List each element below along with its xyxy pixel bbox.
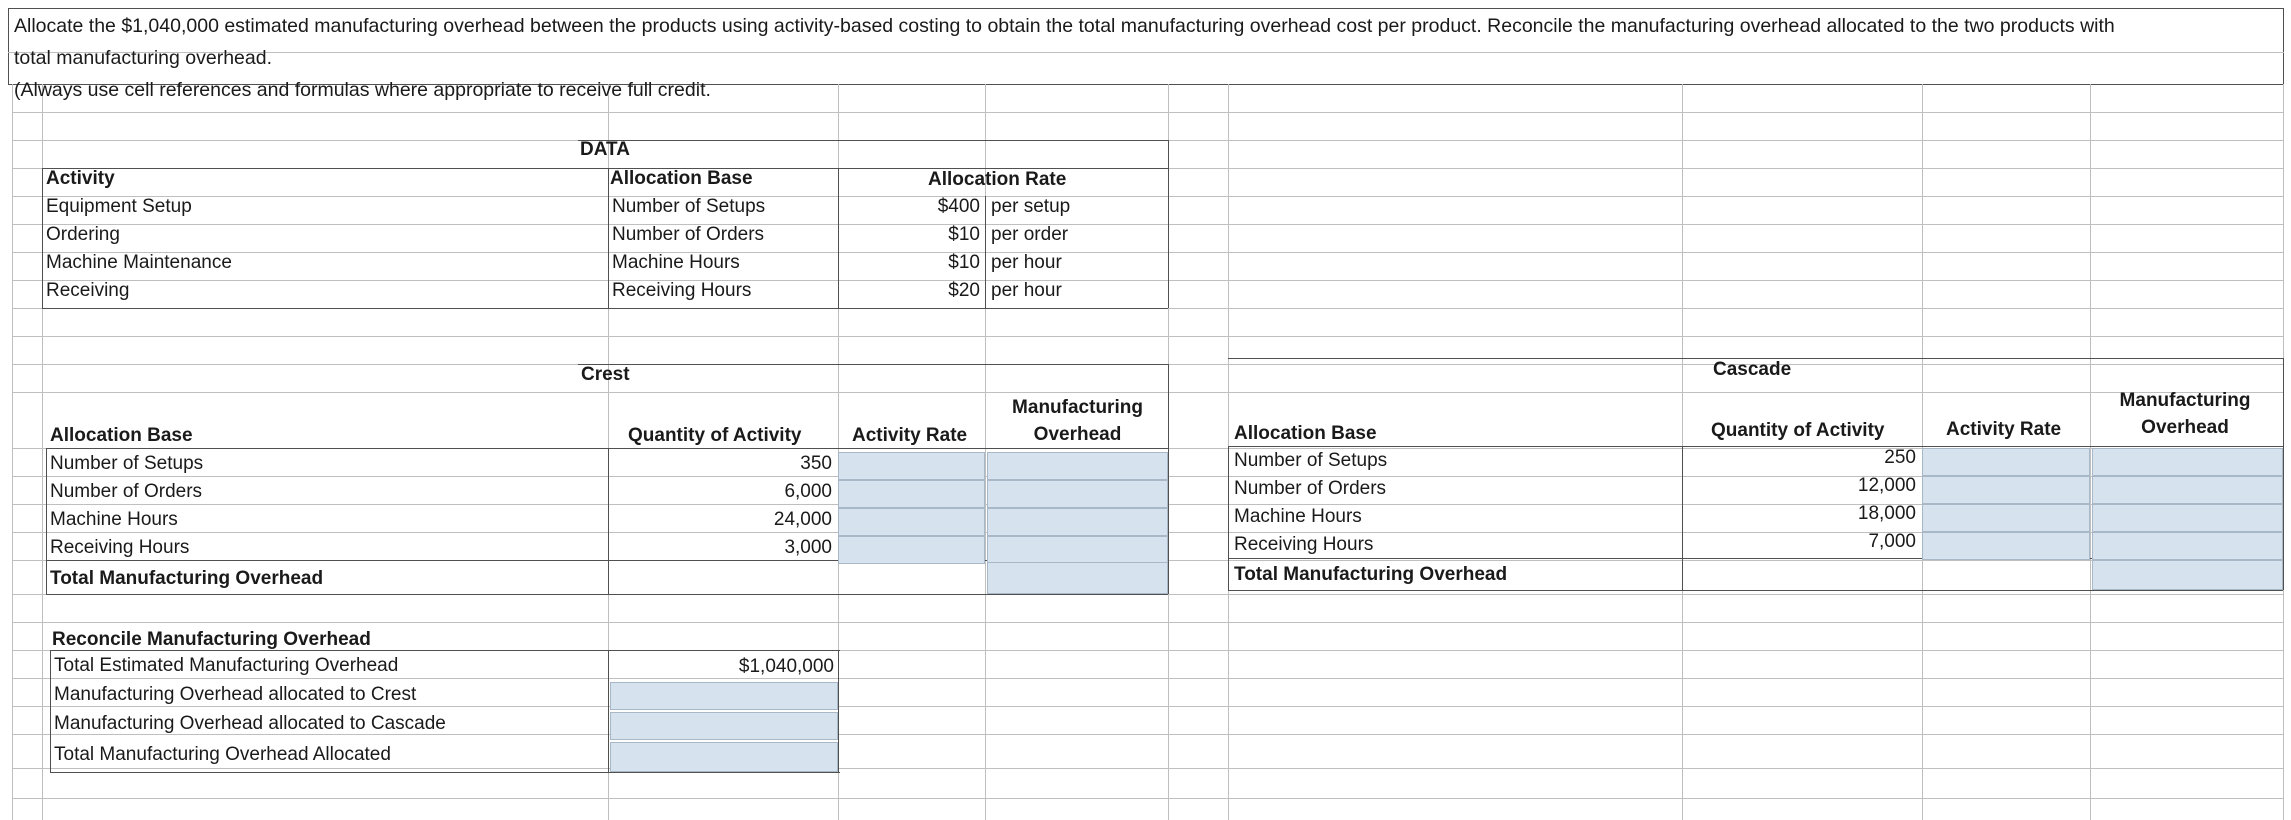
crest-table-header-line: [46, 448, 1168, 449]
data-allocation-base-header[interactable]: Allocation Base: [610, 168, 753, 189]
data-activity-cell[interactable]: Equipment Setup: [46, 196, 192, 217]
grid-row-line: [12, 798, 2283, 799]
cascade-overhead-input[interactable]: [2092, 448, 2283, 476]
cascade-quantity-cell[interactable]: 7,000: [1868, 531, 1916, 552]
data-table-divider-3: [985, 196, 986, 308]
grid-column-line: [12, 84, 13, 820]
grid-column-line: [985, 84, 986, 820]
data-rate-unit-cell[interactable]: per order: [991, 224, 1069, 245]
data-rate-cell[interactable]: $10: [948, 252, 980, 273]
instructions-border-left: [8, 8, 9, 84]
data-allocation-rate-header[interactable]: Allocation Rate: [928, 169, 1067, 190]
crest-table-border-right: [1168, 364, 1169, 594]
cascade-total-overhead-input[interactable]: [2092, 560, 2283, 590]
cascade-allocation-base-header[interactable]: Allocation Base: [1234, 423, 1377, 444]
reconcile-label-cell[interactable]: Total Estimated Manufacturing Overhead: [54, 655, 399, 676]
cascade-activity-rate-header[interactable]: Activity Rate: [1946, 419, 2062, 440]
crest-title: Crest: [581, 364, 630, 385]
crest-overhead-header-line2[interactable]: Overhead: [1033, 424, 1122, 445]
data-activity-header[interactable]: Activity: [46, 168, 115, 189]
data-activity-cell[interactable]: Receiving: [46, 280, 130, 301]
cascade-table-border-right: [2283, 358, 2284, 590]
cascade-overhead-input[interactable]: [2092, 532, 2283, 560]
instructions-line-2: total manufacturing overhead.: [14, 47, 272, 69]
grid-row-line: [12, 768, 2283, 769]
cascade-table-divider-1: [1682, 446, 1683, 590]
instructions-line-3: (Always use cell references and formulas where appropriate to receive full credit.: [14, 79, 711, 101]
crest-quantity-cell[interactable]: 6,000: [784, 481, 832, 502]
crest-overhead-input[interactable]: [987, 536, 1168, 564]
cascade-quantity-cell[interactable]: 18,000: [1857, 503, 1916, 524]
cascade-overhead-input[interactable]: [2092, 504, 2283, 532]
cascade-quantity-cell[interactable]: 250: [1884, 447, 1916, 468]
reconcile-label-cell[interactable]: Manufacturing Overhead allocated to Crest: [54, 684, 417, 705]
instructions-border-right: [2283, 8, 2284, 84]
cascade-activity-rate-input[interactable]: [1922, 448, 2090, 476]
grid-row-line: [12, 196, 2283, 197]
data-activity-cell[interactable]: Machine Maintenance: [46, 252, 232, 273]
grid-row-line: [12, 392, 2283, 393]
crest-quantity-cell[interactable]: 350: [800, 453, 832, 474]
reconcile-cascade-input[interactable]: [610, 712, 838, 740]
data-table-border-left: [42, 168, 43, 308]
crest-activity-rate-input[interactable]: [838, 480, 985, 508]
data-rate-cell[interactable]: $400: [937, 196, 980, 217]
crest-quantity-header[interactable]: Quantity of Activity: [628, 425, 802, 446]
reconcile-border-right: [838, 650, 839, 772]
cascade-overhead-input[interactable]: [2092, 476, 2283, 504]
data-table-divider-1: [608, 168, 609, 308]
crest-table-divider-1: [608, 448, 609, 594]
crest-overhead-header-line1[interactable]: Manufacturing: [1012, 397, 1143, 418]
grid-column-line: [2090, 84, 2091, 820]
crest-activity-rate-header[interactable]: Activity Rate: [852, 425, 968, 446]
crest-table-border-left: [46, 448, 47, 594]
grid-row-line: [12, 280, 2283, 281]
cascade-allocation-base-cell[interactable]: Machine Hours: [1234, 506, 1362, 527]
data-table-divider-2: [838, 168, 839, 308]
crest-table-border-top: [578, 364, 1168, 365]
instructions-border-top: [8, 8, 2284, 9]
instructions: [14, 10, 2274, 106]
reconcile-value-cell[interactable]: $1,040,000: [738, 656, 834, 677]
crest-overhead-input[interactable]: [987, 452, 1168, 480]
cascade-activity-rate-input[interactable]: [1922, 532, 2090, 560]
data-rate-unit-cell[interactable]: per hour: [991, 252, 1062, 273]
data-table-border-right: [1168, 140, 1169, 308]
data-allocation-base-cell[interactable]: Receiving Hours: [612, 280, 752, 301]
cascade-overhead-header-line1[interactable]: Manufacturing: [2119, 390, 2251, 411]
instructions-line-1: Allocate the $1,040,000 estimated manufacturing overhead between the products using activity-based costing to obtain the total manufacturing overhead cost per product. Reconcile the manufacturing overhead allocated to the two products with: [14, 15, 2115, 37]
data-rate-cell[interactable]: $10: [948, 224, 980, 245]
data-rate-cell[interactable]: $20: [948, 280, 980, 301]
reconcile-label-cell[interactable]: Total Manufacturing Overhead Allocated: [54, 744, 391, 765]
data-allocation-base-cell[interactable]: Number of Orders: [612, 224, 765, 245]
grid-row-line: [12, 336, 2283, 337]
crest-activity-rate-input[interactable]: [838, 452, 985, 480]
reconcile-divider: [608, 650, 609, 772]
reconcile-border-bottom: [50, 772, 840, 773]
crest-quantity-cell[interactable]: 24,000: [773, 509, 832, 530]
grid-row-line: [12, 112, 2283, 113]
crest-total-label[interactable]: Total Manufacturing Overhead: [50, 568, 324, 589]
crest-table-border-bottom: [46, 594, 1168, 595]
cascade-activity-rate-input[interactable]: [1922, 504, 2090, 532]
reconcile-crest-input[interactable]: [610, 682, 838, 710]
data-title: DATA: [580, 139, 630, 160]
cascade-table-border-bottom: [1228, 590, 2283, 591]
cascade-quantity-cell[interactable]: 12,000: [1857, 475, 1916, 496]
cascade-allocation-base-cell[interactable]: Receiving Hours: [1234, 534, 1374, 555]
data-allocation-base-cell[interactable]: Machine Hours: [612, 252, 740, 273]
grid-row-line: [12, 224, 2283, 225]
crest-overhead-input[interactable]: [987, 508, 1168, 536]
crest-allocation-base-cell[interactable]: Number of Setups: [50, 453, 204, 474]
cascade-table-border-left: [1228, 446, 1229, 590]
grid-row-line: [12, 622, 2283, 623]
crest-quantity-cell[interactable]: 3,000: [784, 537, 832, 558]
reconcile-title: Reconcile Manufacturing Overhead: [52, 629, 371, 650]
crest-allocation-base-header[interactable]: Allocation Base: [50, 425, 193, 446]
reconcile-label-cell[interactable]: Manufacturing Overhead allocated to Cascade: [54, 713, 446, 734]
cascade-activity-rate-input[interactable]: [1922, 476, 2090, 504]
data-rate-unit-cell[interactable]: per setup: [991, 196, 1071, 217]
data-table-border-top: [578, 140, 1168, 141]
crest-total-overhead-input[interactable]: [987, 562, 1168, 594]
crest-activity-rate-input[interactable]: [838, 536, 985, 564]
data-activity-cell[interactable]: Ordering: [46, 224, 120, 245]
grid-row-line: [12, 252, 2283, 253]
cascade-total-label[interactable]: Total Manufacturing Overhead: [1234, 564, 1508, 585]
crest-overhead-input[interactable]: [987, 480, 1168, 508]
reconcile-border-left: [50, 650, 51, 772]
crest-allocation-base-cell[interactable]: Machine Hours: [50, 509, 178, 530]
data-table-border-bottom: [42, 308, 1168, 309]
crest-allocation-base-cell[interactable]: Number of Orders: [50, 481, 203, 502]
crest-allocation-base-cell[interactable]: Receiving Hours: [50, 537, 190, 558]
data-rate-unit-cell[interactable]: per hour: [991, 280, 1062, 301]
cascade-title: Cascade: [1713, 359, 1792, 380]
cascade-quantity-header[interactable]: Quantity of Activity: [1711, 420, 1885, 441]
data-allocation-base-cell[interactable]: Number of Setups: [612, 196, 766, 217]
crest-activity-rate-input[interactable]: [838, 508, 985, 536]
reconcile-total-input[interactable]: [610, 742, 838, 772]
cascade-overhead-header-line2[interactable]: Overhead: [2141, 417, 2229, 438]
cascade-allocation-base-cell[interactable]: Number of Orders: [1234, 478, 1387, 499]
cascade-allocation-base-cell[interactable]: Number of Setups: [1234, 450, 1388, 471]
